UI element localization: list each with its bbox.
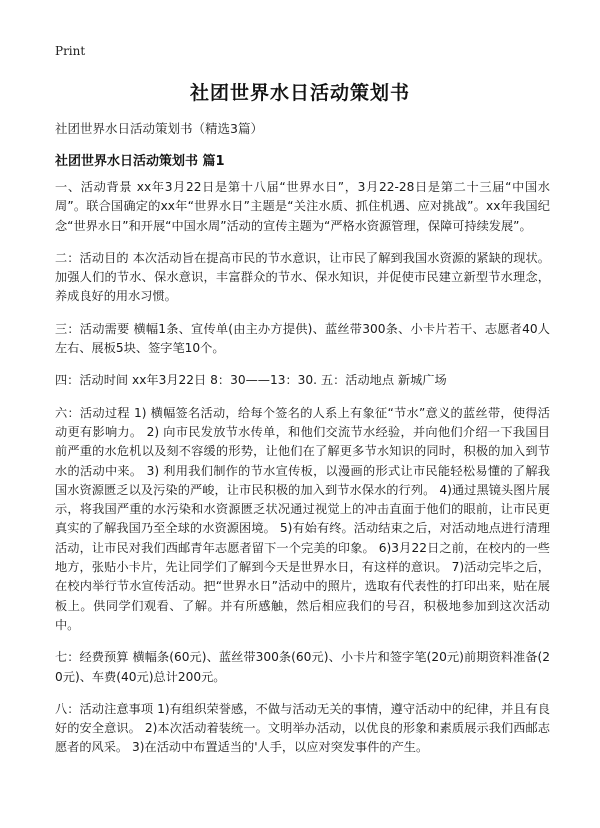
paragraph-time-location: 四：活动时间 xx年3月22日 8：30——13：30. 五：活动地点 新城广场	[55, 373, 447, 388]
section-title: 社团世界水日活动策划书 篇1	[55, 154, 225, 169]
paragraph-notes: 八：活动注意事项 1)有组织荣誉感，不做与活动无关的事情，遵守活动中的纪律，并且有良好的安全意识。 2)本次活动着装统一。文明举办活动，以优良的形象和素质展示我们西邮志愿者的风采。 3)在活动中布置适当的'人手，以应对突发事件的产生。	[55, 701, 550, 755]
paragraph-process: 六：活动过程 1) 横幅签名活动，给每个签名的人系上有象征“节水”意义的蓝丝带，使得活动更有影响力。 2) 向市民发放节水传单，和他们交流节水经验，并向他们介绍一下我国目前严重的水危机以及刻不容缓的形势，让他们在了解更多节水知识的同时，积极的加入到节水的活动中来。 3) 利用我们制作的节水宣传板，以漫画的形式让市民能轻松易懂的了解我国水资源匮乏以及污染的严峻，让市民积极的加入到节水保水的行列。 4)通过黑镜头图片展示，将我国严重的水污染和水资源匮乏状况通过视觉上的冲击直面于他们的眼前，让市民更真实的了解我国乃至全球的水资源困境。 5)有始有终。活动结束之后，对活动地点进行清理活动，让市民对我们西邮青年志愿者留下一个完美的印象。 6)3月22日之前，在校内的一些地方，张贴小卡片，先让同学们了解到今天是世界水日，有这样的意识。 7)活动完毕之后，在校内举行节水宣传活动。把“世界水日”活动中的照片，选取有代表性的打印出来，贴在展板上。供同学们观看、了解。并有所感触，然后相应我们的号召，积极地参加到这次活动中。	[55, 405, 550, 632]
print-label[interactable]: Print	[55, 44, 86, 58]
document-body	[55, 178, 550, 771]
paragraph-background: 一、活动背景 xx年3月22日是第十八届“世界水日”，3月22-28日是第二十三届“中国水周”。联合国确定的xx年“世界水日”主题是“关注水质、抓住机遇、应对挑战”。xx年我国纪念“世界水日”和开展“中国水周”活动的宣传主题为“严格水资源管理，保障可持续发展”。	[55, 180, 550, 233]
paragraph-budget: 七：经费预算 横幅条(60元)、蓝丝带300条(60元)、小卡片和签字笔(20元)前期资料准备(20元)、车费(40元)总计200元。	[55, 650, 550, 684]
paragraph-requirements: 三：活动需要 横幅1条、宣传单(由主办方提供)、蓝丝带300条、小卡片若干、志愿者40人左右、展板5块、签字笔10个。	[55, 321, 550, 356]
paragraph-purpose: 二：活动目的 本次活动旨在提高市民的节水意识，让市民了解到我国水资源的紧缺的现状。加强人们的节水、保水意识，丰富群众的节水、保水知识，并促使市民建立新型节水理念，养成良好的用水习惯。	[55, 250, 550, 304]
document-subtitle: 社团世界水日活动策划书（精选3篇）	[55, 121, 263, 136]
page-title: 社团世界水日活动策划书	[189, 82, 410, 104]
